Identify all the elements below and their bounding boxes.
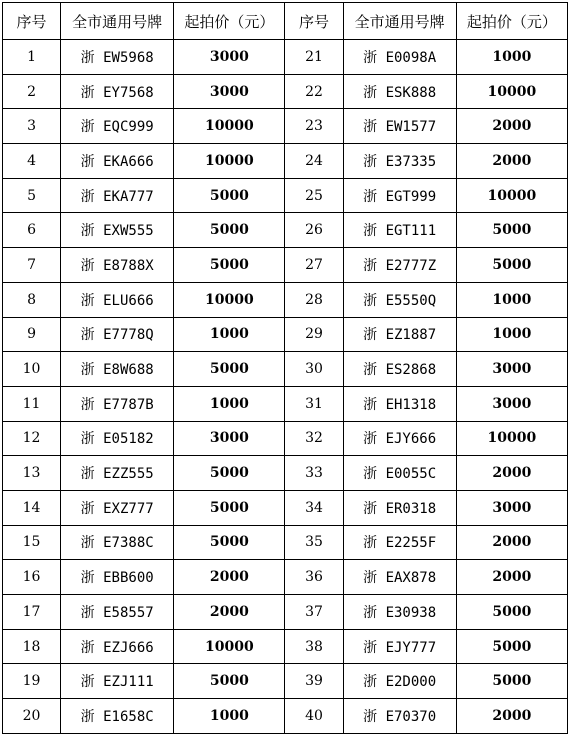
index-cell-right: 38 — [285, 629, 343, 664]
header-index-left: 序号 — [3, 3, 61, 40]
plate-cell-right: 浙 E30938 — [343, 595, 456, 630]
price-cell-right: 3000 — [456, 352, 567, 387]
plate-cell-right: 浙 E5550Q — [343, 282, 456, 317]
plate-cell-left: 浙 EXZ777 — [61, 490, 174, 525]
table-row — [3, 282, 568, 317]
table-row — [3, 109, 568, 144]
table-row — [3, 560, 568, 595]
price-cell-right: 3000 — [456, 490, 567, 525]
plate-cell-right: 浙 EGT999 — [343, 178, 456, 213]
index-cell-left: 20 — [3, 699, 61, 734]
price-cell-left: 10000 — [174, 282, 285, 317]
index-cell-left: 3 — [3, 109, 61, 144]
table-row — [3, 699, 568, 734]
index-cell-right: 25 — [285, 178, 343, 213]
plate-cell-right: 浙 EH1318 — [343, 386, 456, 421]
index-cell-left: 10 — [3, 352, 61, 387]
index-cell-right: 40 — [285, 699, 343, 734]
index-cell-left: 16 — [3, 560, 61, 595]
price-cell-left: 3000 — [174, 74, 285, 109]
plate-cell-right: 浙 E2D000 — [343, 664, 456, 699]
price-cell-left: 5000 — [174, 490, 285, 525]
index-cell-left: 5 — [3, 178, 61, 213]
price-cell-left: 5000 — [174, 178, 285, 213]
plate-cell-right: 浙 ES2868 — [343, 352, 456, 387]
index-cell-right: 28 — [285, 282, 343, 317]
plate-cell-left: 浙 EXW555 — [61, 213, 174, 248]
price-cell-right: 2000 — [456, 525, 567, 560]
price-cell-right: 5000 — [456, 629, 567, 664]
plate-cell-right: 浙 EZ1887 — [343, 317, 456, 352]
header-plate-left: 全市通用号牌 — [61, 3, 174, 40]
plate-cell-left: 浙 EY7568 — [61, 74, 174, 109]
table-row — [3, 178, 568, 213]
table-row — [3, 595, 568, 630]
index-cell-left: 1 — [3, 40, 61, 75]
plate-cell-left: 浙 E7778Q — [61, 317, 174, 352]
header-price-left: 起拍价（元） — [174, 3, 285, 40]
table-row — [3, 525, 568, 560]
index-cell-right: 30 — [285, 352, 343, 387]
index-cell-right: 22 — [285, 74, 343, 109]
price-cell-right: 2000 — [456, 109, 567, 144]
index-cell-right: 35 — [285, 525, 343, 560]
plate-cell-right: 浙 E2255F — [343, 525, 456, 560]
plate-cell-right: 浙 E2777Z — [343, 248, 456, 283]
header-row — [3, 3, 568, 40]
index-cell-left: 12 — [3, 421, 61, 456]
plate-cell-right: 浙 ER0318 — [343, 490, 456, 525]
plate-cell-right: 浙 E37335 — [343, 144, 456, 179]
price-cell-right: 1000 — [456, 317, 567, 352]
price-cell-right: 5000 — [456, 595, 567, 630]
price-cell-left: 1000 — [174, 317, 285, 352]
index-cell-right: 37 — [285, 595, 343, 630]
index-cell-right: 34 — [285, 490, 343, 525]
index-cell-right: 39 — [285, 664, 343, 699]
price-cell-right: 2000 — [456, 560, 567, 595]
index-cell-left: 13 — [3, 456, 61, 491]
price-cell-right: 2000 — [456, 144, 567, 179]
plate-cell-left: 浙 EZZ555 — [61, 456, 174, 491]
table-row — [3, 213, 568, 248]
plate-cell-right: 浙 EGT111 — [343, 213, 456, 248]
plate-cell-left: 浙 E7787B — [61, 386, 174, 421]
table-row — [3, 421, 568, 456]
index-cell-left: 18 — [3, 629, 61, 664]
price-cell-left: 1000 — [174, 386, 285, 421]
price-cell-left: 5000 — [174, 525, 285, 560]
table-row — [3, 352, 568, 387]
price-cell-right: 10000 — [456, 421, 567, 456]
table-row — [3, 144, 568, 179]
price-cell-right: 5000 — [456, 248, 567, 283]
table-row — [3, 248, 568, 283]
plate-cell-right: 浙 EJY666 — [343, 421, 456, 456]
price-cell-right: 5000 — [456, 664, 567, 699]
plate-cell-left: 浙 ELU666 — [61, 282, 174, 317]
index-cell-right: 21 — [285, 40, 343, 75]
index-cell-left: 7 — [3, 248, 61, 283]
index-cell-left: 6 — [3, 213, 61, 248]
index-cell-left: 9 — [3, 317, 61, 352]
plate-cell-right: 浙 EW1577 — [343, 109, 456, 144]
price-cell-left: 10000 — [174, 629, 285, 664]
index-cell-left: 2 — [3, 74, 61, 109]
index-cell-left: 19 — [3, 664, 61, 699]
plate-cell-left: 浙 EBB600 — [61, 560, 174, 595]
plate-cell-left: 浙 EKA777 — [61, 178, 174, 213]
price-cell-right: 3000 — [456, 386, 567, 421]
index-cell-right: 26 — [285, 213, 343, 248]
license-plate-auction-table — [2, 2, 568, 734]
plate-cell-left: 浙 EZJ111 — [61, 664, 174, 699]
price-cell-left: 2000 — [174, 595, 285, 630]
plate-cell-left: 浙 E7388C — [61, 525, 174, 560]
price-cell-left: 2000 — [174, 560, 285, 595]
plate-cell-left: 浙 EZJ666 — [61, 629, 174, 664]
table-row — [3, 490, 568, 525]
table-row — [3, 386, 568, 421]
index-cell-left: 14 — [3, 490, 61, 525]
index-cell-right: 33 — [285, 456, 343, 491]
plate-cell-left: 浙 EW5968 — [61, 40, 174, 75]
plate-cell-right: 浙 E0098A — [343, 40, 456, 75]
index-cell-right: 29 — [285, 317, 343, 352]
index-cell-right: 36 — [285, 560, 343, 595]
index-cell-right: 31 — [285, 386, 343, 421]
index-cell-left: 15 — [3, 525, 61, 560]
plate-cell-right: 浙 EJY777 — [343, 629, 456, 664]
price-cell-left: 10000 — [174, 144, 285, 179]
index-cell-right: 23 — [285, 109, 343, 144]
price-cell-left: 5000 — [174, 248, 285, 283]
header-price-right: 起拍价（元） — [456, 3, 567, 40]
price-cell-right: 2000 — [456, 699, 567, 734]
index-cell-right: 27 — [285, 248, 343, 283]
index-cell-left: 11 — [3, 386, 61, 421]
plate-cell-left: 浙 E05182 — [61, 421, 174, 456]
index-cell-right: 32 — [285, 421, 343, 456]
price-cell-right: 2000 — [456, 456, 567, 491]
price-cell-right: 10000 — [456, 178, 567, 213]
index-cell-left: 8 — [3, 282, 61, 317]
header-plate-right: 全市通用号牌 — [343, 3, 456, 40]
plate-cell-left: 浙 E58557 — [61, 595, 174, 630]
plate-cell-left: 浙 E8788X — [61, 248, 174, 283]
price-cell-left: 5000 — [174, 664, 285, 699]
price-cell-left: 3000 — [174, 421, 285, 456]
table-body — [3, 40, 568, 734]
plate-cell-left: 浙 EKA666 — [61, 144, 174, 179]
plate-cell-right: 浙 E70370 — [343, 699, 456, 734]
plate-cell-right: 浙 EAX878 — [343, 560, 456, 595]
price-cell-right: 5000 — [456, 213, 567, 248]
price-cell-left: 5000 — [174, 213, 285, 248]
index-cell-left: 17 — [3, 595, 61, 630]
price-cell-left: 1000 — [174, 699, 285, 734]
price-cell-left: 3000 — [174, 40, 285, 75]
table-header — [3, 3, 568, 40]
table-row — [3, 317, 568, 352]
plate-cell-left: 浙 EQC999 — [61, 109, 174, 144]
table-row — [3, 74, 568, 109]
table-row — [3, 664, 568, 699]
price-cell-left: 10000 — [174, 109, 285, 144]
price-cell-left: 5000 — [174, 456, 285, 491]
index-cell-left: 4 — [3, 144, 61, 179]
table-row — [3, 629, 568, 664]
plate-cell-right: 浙 E0055C — [343, 456, 456, 491]
price-cell-right: 1000 — [456, 40, 567, 75]
header-index-right: 序号 — [285, 3, 343, 40]
price-cell-left: 5000 — [174, 352, 285, 387]
plate-cell-left: 浙 E1658C — [61, 699, 174, 734]
index-cell-right: 24 — [285, 144, 343, 179]
table-row — [3, 456, 568, 491]
plate-cell-right: 浙 ESK888 — [343, 74, 456, 109]
plate-cell-left: 浙 E8W688 — [61, 352, 174, 387]
price-cell-right: 1000 — [456, 282, 567, 317]
table-row — [3, 40, 568, 75]
price-cell-right: 10000 — [456, 74, 567, 109]
